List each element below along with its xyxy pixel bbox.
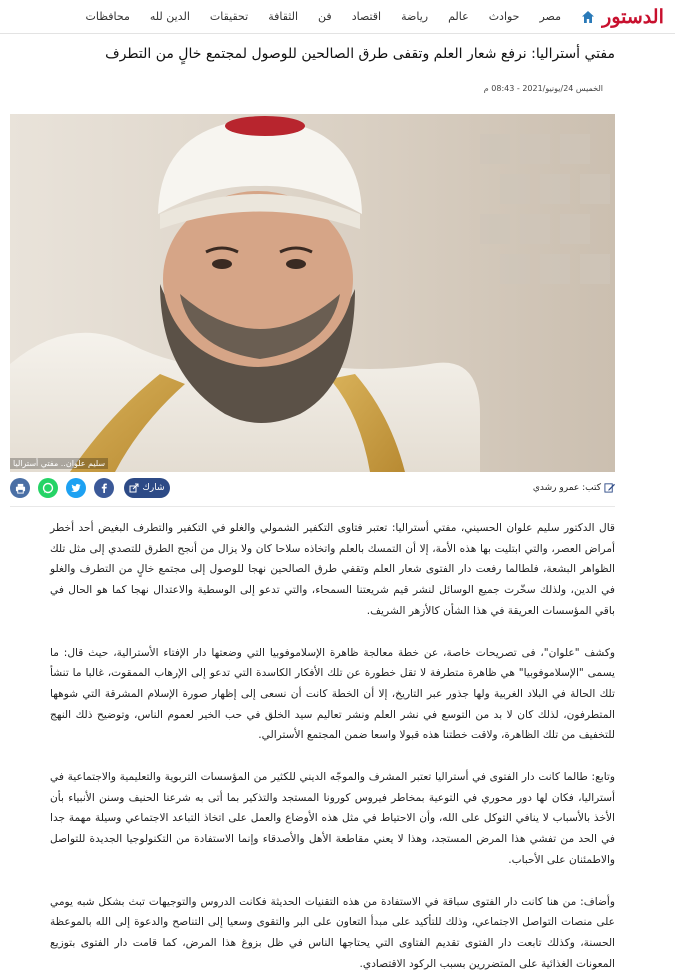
nav-item-economy[interactable]: اقتصاد (351, 10, 382, 23)
site-logo[interactable] (601, 3, 665, 31)
facebook-share-button[interactable] (94, 478, 114, 498)
nav-item-incidents[interactable]: حوادث (488, 10, 520, 23)
mufti-portrait-illustration (10, 114, 615, 472)
twitter-share-button[interactable] (66, 478, 86, 498)
top-navigation (0, 0, 675, 34)
article-paragraph: وتابع: طالما كانت دار الفتوى في أستراليا تعتبر المشرف والموجّه الديني للكثير من المؤسسات التربوية والتعليمية والاجتماعية في أستراليا، فكان لها دور محوري في التوعية بمخاطر فيروس كورونا المستجد والتذكير بما أتى به شرعنا الحنيف وسنن الأنبياء بأن الأخذ بالأسباب لا ينافي التوكل على الله، وأن الاحتياط في مثل هذه الأوضاع والعمل على اتخاذ التباعد الاجتماعي وسيلة مهمة جدا في الحد من تفشي هذا المرض المستجد، وهذا لا يعني مقاطعة الأهل والأصدقاء وإنما الاستفادة من التكنولوجيا الجديدة للتواصل والاطمئنان على الأحباب. (50, 771, 615, 866)
facebook-icon (98, 482, 110, 494)
pencil-icon (604, 482, 615, 493)
share-label: شارك (142, 483, 165, 493)
article-title: مفتي أستراليا: نرفع شعار العلم وتقفى طرق الصالحين للوصول لمجتمع خالٍ من التطرف (105, 46, 615, 62)
whatsapp-share-button[interactable] (38, 478, 58, 498)
article-image (10, 114, 615, 472)
nav-menu (76, 0, 571, 34)
article-paragraph: وأضاف: من هنا كانت دار الفتوى سباقة في الاستفادة من هذه التقنيات الحديثة فكانت الدروس والتوجيهات تبث بشكل شبه يومي على منصات التواصل الاجتماعي، وذلك للتأكيد على مبدأ التعاون على البر والتقوى وسعيا إلى التناصح والدعوة إلى الله بالموعظة الحسنة، وكذلك تابعت دار الفتوى تقديم الفتاوى التي يحتاجها الناس في ظل بزوغ هذا المرض، كما قامت دار الفتوى بتوزيع المعونات الغذائية على المتضررين بسبب الركود الاقتصادي. (50, 895, 615, 970)
share-icon (129, 483, 139, 493)
nav-item-egypt[interactable]: مصر (539, 10, 561, 23)
print-icon (15, 483, 26, 494)
nav-item-world[interactable]: عالم (448, 10, 469, 23)
site-logo-text: الدستور (602, 6, 664, 28)
share-bar (10, 478, 615, 500)
image-caption: سليم علوان.. مفتي أستراليا (10, 458, 108, 469)
nav-item-investigations[interactable]: تحقيقات (209, 10, 249, 23)
share-button[interactable] (124, 478, 170, 498)
article-paragraph: قال الدكتور سليم علوان الحسيني، مفتي أستراليا: تعتبر فتاوى التكفير الشمولي والغلو في التكفير والتطرف البغيض أحد أخطر أمراض العصر، والتي ابتليت بها هذه الأمة، إلا أن التمسك بالعلم واتخاذه سلاحا كان ولا يزال من أنجح الطرق للتصدي إلى مثل تلك الظواهر البشعة، فلطالما رفعت دار الفتوى شعار العلم وتقفي طرق الصالحين نهجا للوصول إلى مجتمع خالٍ من التطرف والغلو في الدين، ولذلك سخّرت جميع الوسائل لنشر قيم شريعتنا السمحاء، والتي تدعو إلى الوسطية والاعتدال نهجا كما هو الحال في باقي المؤسسات العريقة في هذا الشأن كالأزهر الشريف. (50, 522, 615, 617)
article-body (50, 518, 615, 979)
nav-item-art[interactable]: فن (318, 10, 332, 23)
author-byline (533, 482, 615, 493)
nav-item-governorates[interactable]: محافظات (85, 10, 130, 23)
home-icon[interactable] (581, 10, 595, 24)
article-date: الخميس 24/يونيو/2021 - 08:43 م (483, 84, 603, 93)
divider (10, 506, 615, 507)
whatsapp-icon (42, 482, 54, 494)
nav-item-sports[interactable]: رياضة (401, 10, 429, 23)
twitter-icon (70, 482, 82, 494)
author-name: كتب: عمرو رشدي (532, 482, 601, 493)
print-button[interactable] (10, 478, 30, 498)
nav-item-religion[interactable]: الدين لله (149, 10, 190, 23)
article-paragraph: وكشف "علوان"، فى تصريحات خاصة، عن خطة معالجة ظاهرة الإسلاموفوبيا التي وضعتها دار الإفتاء الأسترالية، حيث قال: ما يسمى "الإسلاموفوبيا" هي ظاهرة متطرفة لا تقل خطورة عن تلك الأفكار الكاسدة التي تدعو إلى الإرهاب الممقوت، غالبا ما تنشأ تلك الحالة في البلاد الغربية ولها جذور عبر التاريخ، إلا أن الخطة كانت أن نسعى إلى إظهار صورة الإسلام المشرقة التي شوهها المتطرفون، لذلك كان لا بد من التوسع في نشر العلم ونشر تعاليم سيد الخلق في حب الخير لعموم الناس، وتوضيح ذلك النهج للتخفيف من تلك الظاهرة، ولاقت خطتنا هذه قبولا واسعا ضمن المجتمع الأسترالي. (50, 646, 615, 742)
nav-item-culture[interactable]: الثقافة (268, 10, 299, 23)
